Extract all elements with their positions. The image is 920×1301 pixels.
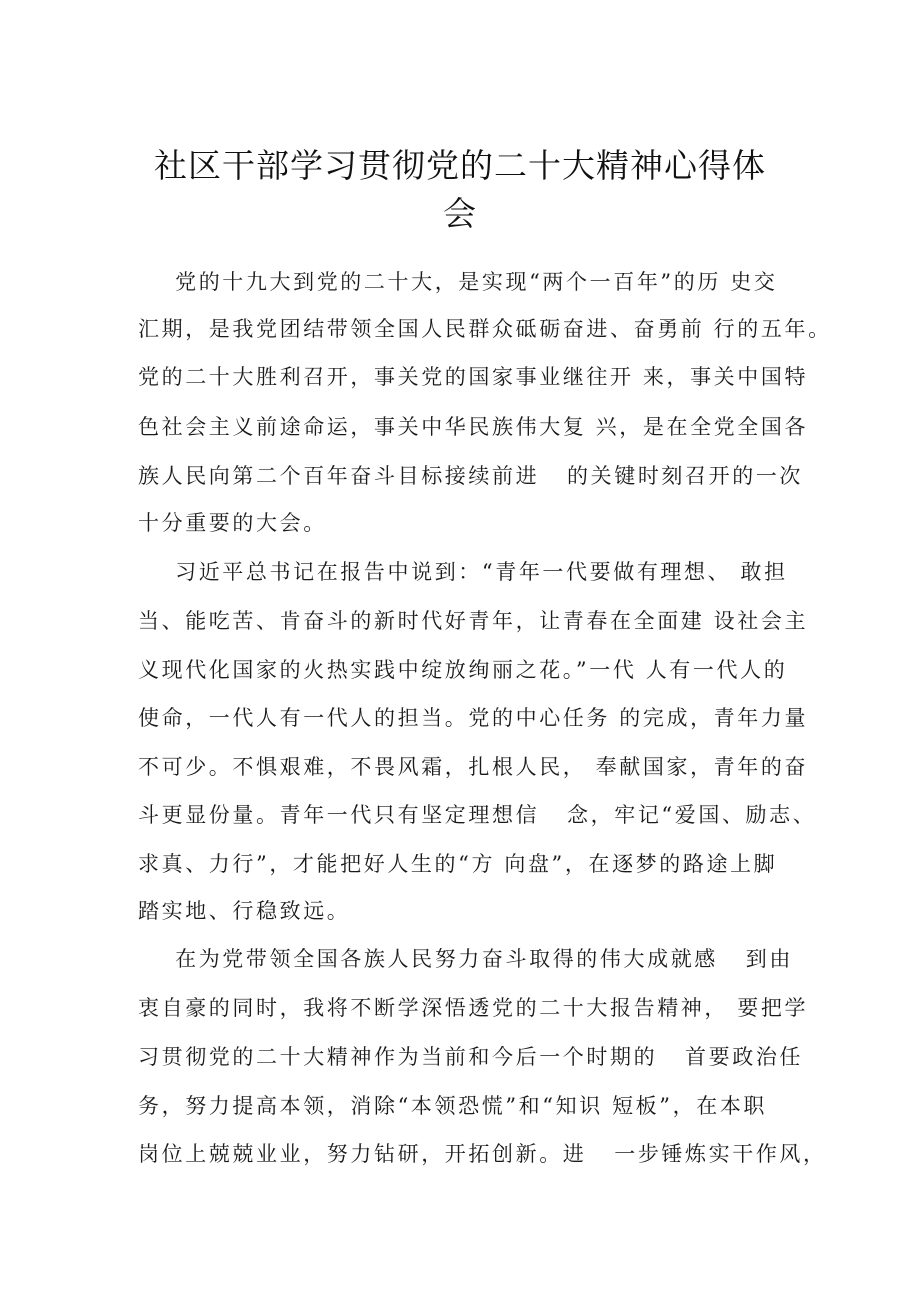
body-text-line: 习近平总书记在报告中说到：“青年一代要做有理想、 敢担 [138,560,788,584]
body-text-line: 习贯彻党的二十大精神作为当前和今后一个时期的 首要政治任 [138,1045,804,1069]
body-text-line: 色社会主义前途命运，事关中华民族伟大复 兴，是在全党全国各 [138,415,809,439]
body-text-line: 衷自豪的同时，我将不断学深悟透党的二十大报告精神， 要把学 [138,996,809,1020]
body-text-line: 党的十九大到党的二十大，是实现“两个一百年”的历 史交 [138,270,778,294]
document-title-line-1: 社区干部学习贯彻党的二十大精神心得体 [154,146,766,185]
body-text-line: 求真、力行”，才能把好人生的“方 向盘”，在逐梦的路途上脚 [138,852,778,876]
body-text-line: 汇期，是我党团结带领全国人民群众砥砺奋进、奋勇前 行的五年。 [138,317,832,341]
body-text-line: 党的二十大胜利召开，事关党的国家事业继往开 来，事关中国特 [138,365,809,389]
body-text-line: 斗更显份量。青年一代只有坚定理想信 念，牢记“爱国、励志、 [138,803,817,827]
body-text-line: 义现代化国家的火热实践中绽放绚丽之花。”一代 人有一代人的 [138,658,788,682]
document-title-line-2: 会 [443,194,477,233]
body-text-line: 使命，一代人有一代人的担当。党的中心任务 的完成，青年力量 [138,706,809,730]
body-text-line: 务，努力提高本领，消除“本领恐慌”和“知识 短板”，在本职 [138,1094,768,1118]
body-text-line: 族人民向第二个百年奋斗目标接续前进 的关键时刻召开的一次 [138,464,804,488]
body-text-line: 十分重要的大会。 [138,511,327,535]
body-text-line: 在为党带领全国各族人民努力奋斗取得的伟大成就感 到由 [138,947,793,971]
body-text-line: 当、能吃苦、肯奋斗的新时代好青年，让青春在全面建 设社会主 [138,609,809,633]
body-text-line: 不可少。不惧艰难，不畏风霜，扎根人民， 奉献国家，青年的奋 [138,755,809,779]
body-text-line: 岗位上兢兢业业，努力钻研，开拓创新。进 一步锤炼实干作风， [138,1142,827,1166]
body-text-line: 踏实地、行稳致远。 [138,899,351,923]
